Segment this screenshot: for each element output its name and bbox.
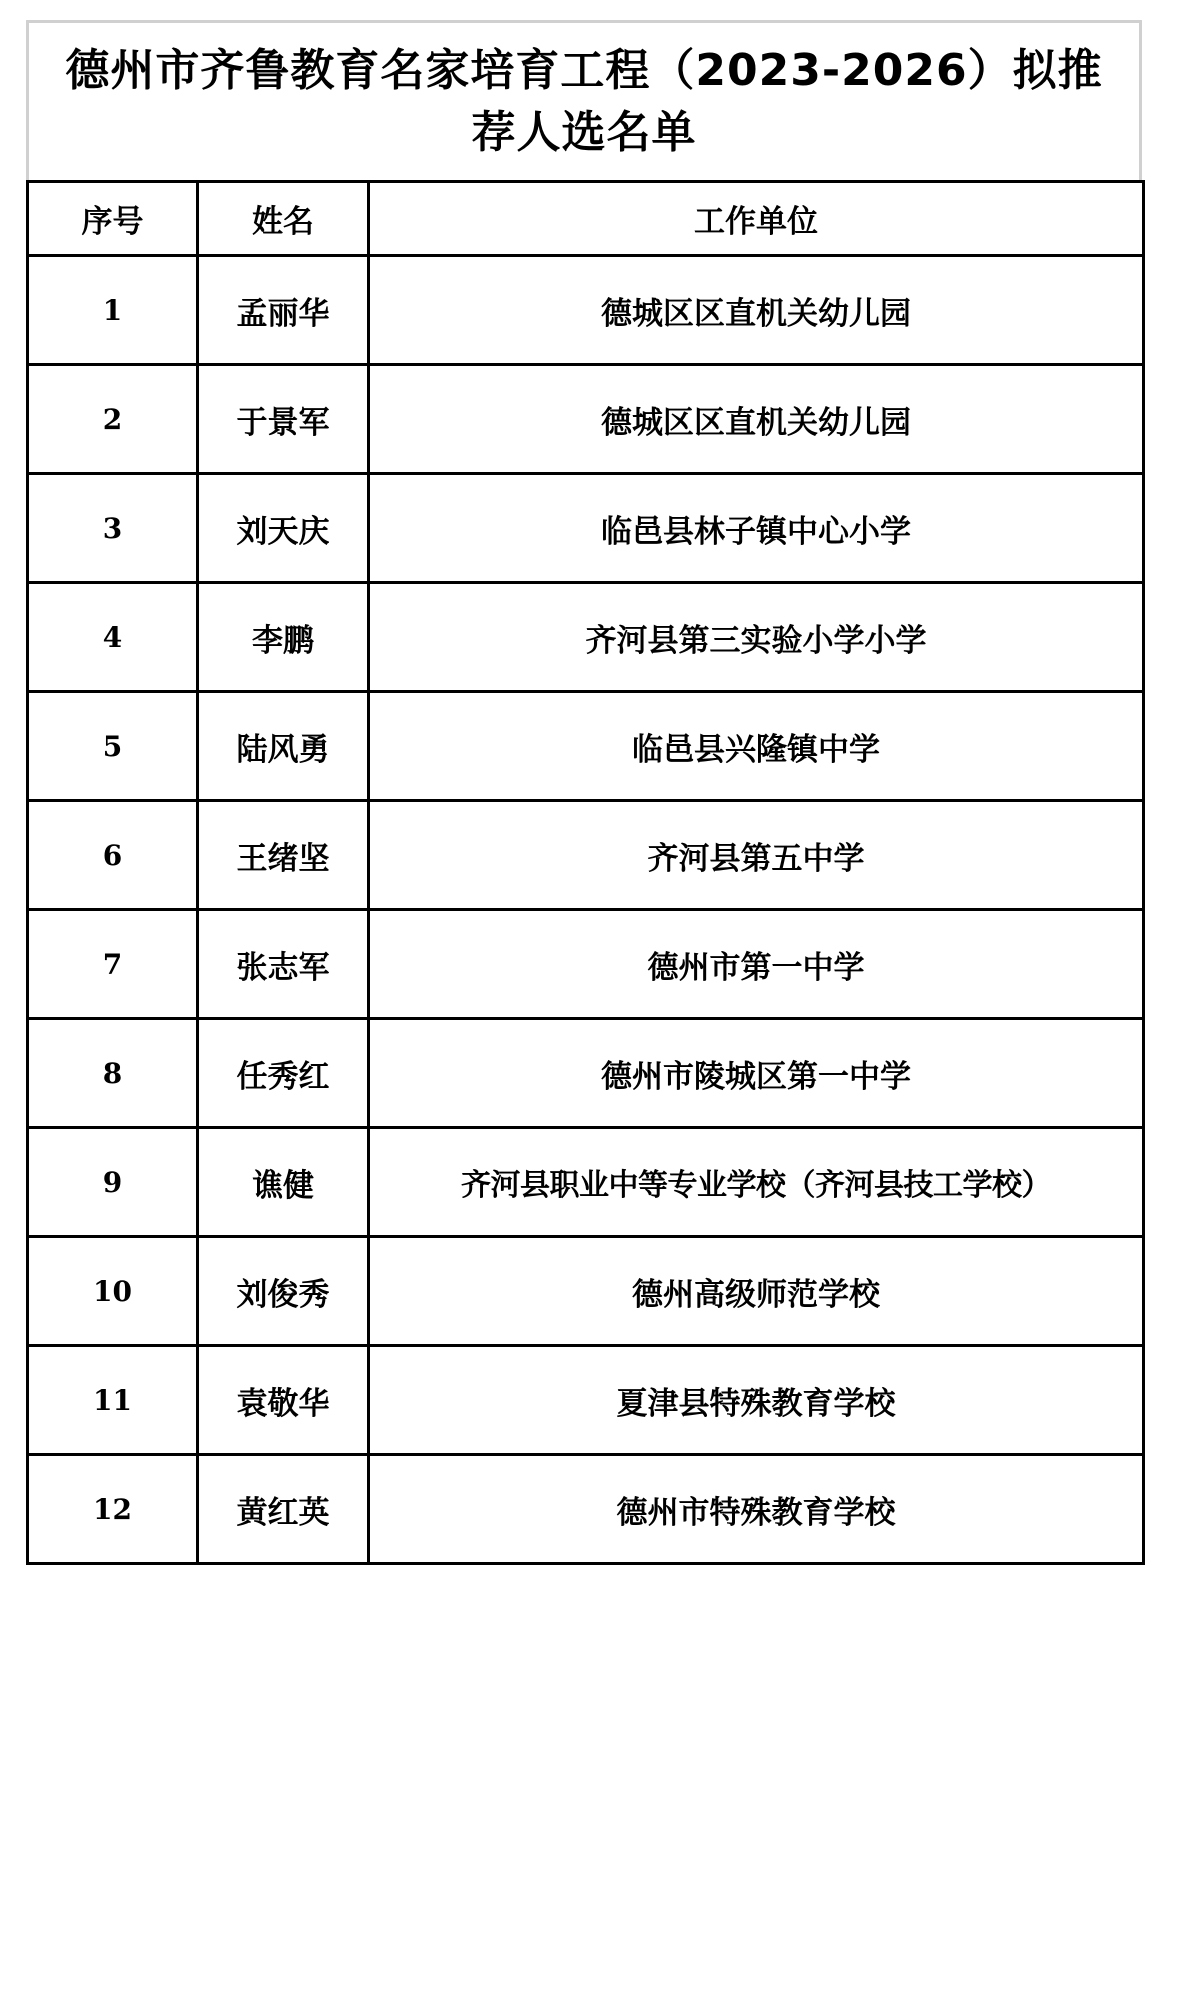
row-name: 谯健 xyxy=(198,1128,369,1237)
row-unit: 夏津县特殊教育学校 xyxy=(369,1346,1144,1455)
row-number: 2 xyxy=(28,365,198,474)
row-name: 于景军 xyxy=(198,365,369,474)
row-number: 1 xyxy=(28,256,198,365)
title-line-2: 荐人选名单 xyxy=(471,106,697,158)
table-row xyxy=(28,910,1144,1019)
table-header-row xyxy=(28,182,1144,256)
row-number: 9 xyxy=(28,1128,198,1237)
row-number: 11 xyxy=(28,1346,198,1455)
row-name: 刘俊秀 xyxy=(198,1237,369,1346)
row-unit: 齐河县第三实验小学小学 xyxy=(369,583,1144,692)
row-number: 8 xyxy=(28,1019,198,1128)
table-row xyxy=(28,1455,1144,1564)
row-name: 黄红英 xyxy=(198,1455,369,1564)
row-number: 10 xyxy=(28,1237,198,1346)
row-number: 4 xyxy=(28,583,198,692)
header-name: 姓名 xyxy=(198,182,369,256)
row-unit: 齐河县职业中等专业学校（齐河县技工学校） xyxy=(369,1128,1144,1237)
row-name: 任秀红 xyxy=(198,1019,369,1128)
row-name: 孟丽华 xyxy=(198,256,369,365)
row-name: 张志军 xyxy=(198,910,369,1019)
header-unit: 工作单位 xyxy=(369,182,1144,256)
table-row xyxy=(28,1019,1144,1128)
row-name: 袁敬华 xyxy=(198,1346,369,1455)
table-row xyxy=(28,692,1144,801)
row-number: 5 xyxy=(28,692,198,801)
row-number: 3 xyxy=(28,474,198,583)
candidate-table xyxy=(26,180,1145,1565)
table-row xyxy=(28,1237,1144,1346)
row-unit: 临邑县林子镇中心小学 xyxy=(369,474,1144,583)
row-name: 陆风勇 xyxy=(198,692,369,801)
row-unit: 德州市特殊教育学校 xyxy=(369,1455,1144,1564)
row-name: 王绪坚 xyxy=(198,801,369,910)
table-row xyxy=(28,801,1144,910)
row-unit: 德州市陵城区第一中学 xyxy=(369,1019,1144,1128)
table-row xyxy=(28,1346,1144,1455)
row-number: 7 xyxy=(28,910,198,1019)
table-row xyxy=(28,1128,1144,1237)
row-name: 刘天庆 xyxy=(198,474,369,583)
title-line-1: 德州市齐鲁教育名家培育工程（2023-2026）拟推 xyxy=(65,44,1103,96)
table-row xyxy=(28,474,1144,583)
row-name: 李鹏 xyxy=(198,583,369,692)
document xyxy=(26,20,1142,1565)
row-unit: 德城区区直机关幼儿园 xyxy=(369,256,1144,365)
row-unit: 德城区区直机关幼儿园 xyxy=(369,365,1144,474)
row-number: 12 xyxy=(28,1455,198,1564)
row-number: 6 xyxy=(28,801,198,910)
table-row xyxy=(28,365,1144,474)
header-number: 序号 xyxy=(28,182,198,256)
document-title xyxy=(26,20,1142,180)
table-row xyxy=(28,256,1144,365)
row-unit: 德州市第一中学 xyxy=(369,910,1144,1019)
row-unit: 德州高级师范学校 xyxy=(369,1237,1144,1346)
table-row xyxy=(28,583,1144,692)
row-unit: 临邑县兴隆镇中学 xyxy=(369,692,1144,801)
row-unit: 齐河县第五中学 xyxy=(369,801,1144,910)
